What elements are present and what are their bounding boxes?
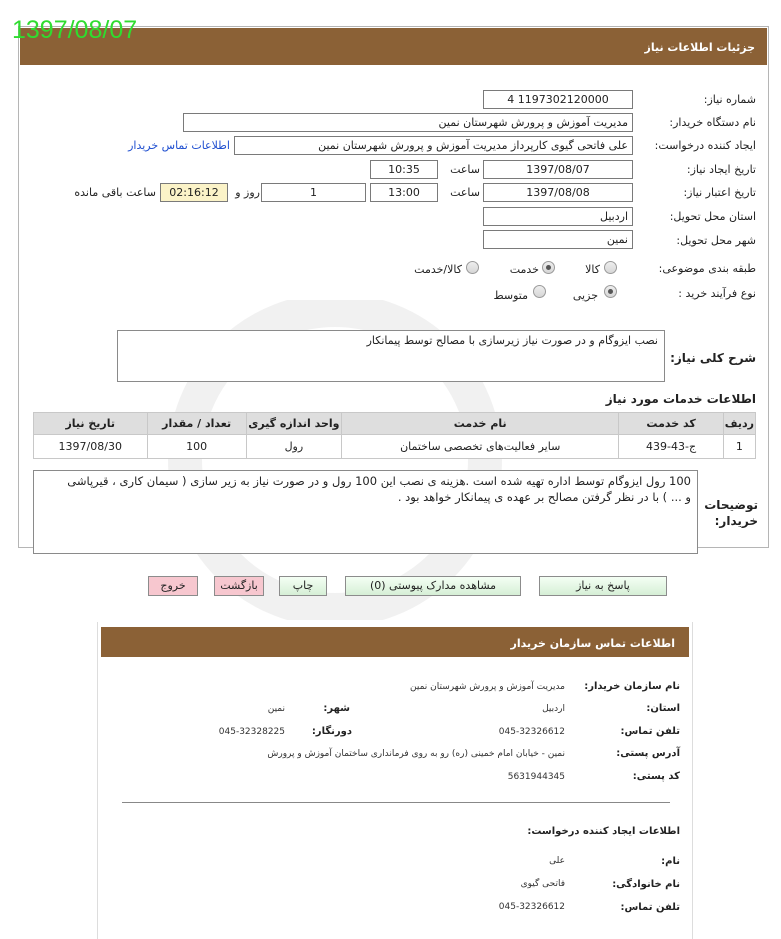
contact-card-title: اطلاعات تماس سازمان خریدار — [101, 627, 689, 657]
category-label: طبقه بندی موضوعی: — [658, 262, 756, 275]
buyer-org-label: نام دستگاه خریدار: — [669, 116, 756, 129]
province-label: استان محل تحویل: — [669, 210, 756, 223]
buyer-notes-label — [700, 497, 758, 529]
col-unit: واحد اندازه گیری — [246, 413, 341, 435]
city-label: شهر محل تحویل: — [676, 234, 756, 247]
creator-family-label: نام خانوادگی: — [612, 879, 680, 890]
col-qty: تعداد / مقدار — [147, 413, 246, 435]
creator-name-label: نام: — [661, 856, 680, 867]
category-radio-goods[interactable] — [604, 261, 617, 274]
creator-field: علی فاتحی گیوی کارپرداز مدیریت آموزش و پرورش شهرستان نمین — [234, 136, 633, 155]
contact-fax-label: دورنگار: — [311, 726, 352, 737]
contact-province-value: اردبیل — [542, 704, 565, 714]
creator-phone-value: 045-32326612 — [498, 902, 565, 912]
contact-fax-value: 045-32328225 — [218, 727, 285, 737]
valid-time-field: 13:00 — [370, 183, 438, 202]
contact-phone-label: تلفن تماس: — [620, 726, 680, 737]
services-table — [33, 412, 756, 459]
description-label: شرح کلی نیاز: — [670, 351, 756, 365]
category-radio-goods-service[interactable] — [466, 261, 479, 274]
process-radio-minor[interactable] — [604, 285, 617, 298]
created-date-label: تاریخ ایجاد نیاز: — [686, 163, 756, 176]
contact-divider — [122, 802, 670, 803]
date-stamp: 1397/08/07 — [12, 16, 138, 44]
buyer-notes-label-line2: خریدار: — [714, 514, 758, 528]
category-option-service: خدمت — [509, 263, 539, 276]
contact-city-label: شهر: — [323, 703, 350, 714]
category-option-goods: کالا — [585, 263, 600, 276]
description-box — [117, 330, 665, 382]
need-number-label: شماره نیاز: — [703, 93, 756, 106]
created-time-label: ساعت — [450, 163, 480, 176]
remaining-time-field: 02:16:12 — [160, 183, 228, 202]
creator-family-value: فاتحی گیوی — [520, 879, 565, 889]
city-field: نمین — [483, 230, 633, 249]
page-header: جزئیات اطلاعات نیاز — [20, 28, 767, 65]
contact-phone-value: 045-32326612 — [498, 727, 565, 737]
contact-address-value: نمین - خیابان امام خمینی (ره) رو به روی فرمانداری ساختمان آموزش و پرورش — [267, 749, 565, 759]
col-code: کد خدمت — [619, 413, 723, 435]
table-row — [34, 435, 756, 459]
col-row: ردیف — [723, 413, 755, 435]
process-option-minor: جزیی — [572, 289, 598, 302]
col-name: نام خدمت — [342, 413, 619, 435]
exit-button[interactable]: خروج — [148, 576, 198, 596]
attachments-button[interactable]: مشاهده مدارک پیوستی (0) — [345, 576, 521, 596]
days-field: 1 — [261, 183, 366, 202]
buyer-notes-box — [33, 470, 698, 554]
print-button[interactable]: چاپ — [279, 576, 327, 596]
creator-section-title: اطلاعات ایجاد کننده درخواست: — [527, 826, 680, 837]
cell-date: 1397/08/30 — [34, 435, 148, 459]
cell-qty: 100 — [147, 435, 246, 459]
contact-province-label: استان: — [646, 703, 680, 714]
description-text: نصب ایزوگام و در صورت نیاز زیرسازی با مصالح توسط پیمانکار — [366, 334, 658, 347]
process-label: نوع فرآیند خرید : — [678, 287, 756, 300]
valid-time-label: ساعت — [450, 186, 480, 199]
remaining-label: ساعت باقی مانده — [74, 186, 156, 199]
created-time-field: 10:35 — [370, 160, 438, 179]
valid-date-label: تاریخ اعتبار نیاز: — [683, 186, 756, 199]
contact-org-label: نام سازمان خریدار: — [584, 681, 680, 692]
creator-label: ایجاد کننده درخواست: — [654, 139, 756, 152]
buyer-notes-label-line1: توضیحات — [704, 498, 758, 512]
cell-code: ج-43-439 — [619, 435, 723, 459]
category-option-goods-service: کالا/خدمت — [414, 263, 462, 276]
days-label: روز و — [235, 186, 260, 199]
cell-name: سایر فعالیت‌های تخصصی ساختمان — [342, 435, 619, 459]
creator-phone-label: تلفن تماس: — [620, 902, 680, 913]
process-option-medium: متوسط — [493, 289, 528, 302]
cell-row: 1 — [723, 435, 755, 459]
buyer-org-field: مدیریت آموزش و پرورش شهرستان نمین — [183, 113, 633, 132]
created-date-field: 1397/08/07 — [483, 160, 633, 179]
province-field: اردبیل — [483, 207, 633, 226]
category-radio-service[interactable] — [542, 261, 555, 274]
services-title: اطلاعات خدمات مورد نیاز — [605, 392, 756, 406]
buyer-contact-link[interactable]: اطلاعات تماس خریدار — [128, 139, 230, 152]
process-radio-medium[interactable] — [533, 285, 546, 298]
col-date: تاریخ نیاز — [34, 413, 148, 435]
contact-postal-value: 5631944345 — [507, 772, 565, 782]
contact-postal-label: کد پستی: — [632, 771, 680, 782]
buyer-notes-line1: 100 رول ایزوگام توسط اداره تهیه شده است .هزینه ی نصب این 100 رول و در صورت نیاز به زیر سازی ( سیمان کاری ، قیرپاشی — [67, 474, 691, 488]
services-header-row — [34, 413, 756, 435]
buyer-notes-line2: و ... ) با در نظر گرفتن مصالح بر عهده ی پیمانکار خواهد بود . — [397, 490, 691, 504]
need-number-field: 1197302120000 4 — [483, 90, 633, 109]
valid-date-field: 1397/08/08 — [483, 183, 633, 202]
back-button[interactable]: بازگشت — [214, 576, 264, 596]
contact-org-value: مدیریت آموزش و پرورش شهرستان نمین — [410, 682, 565, 692]
creator-name-value: علی — [549, 856, 565, 866]
reply-button[interactable]: پاسخ به نیاز — [539, 576, 667, 596]
contact-city-value: نمین — [267, 704, 285, 714]
contact-address-label: آدرس پستی: — [616, 748, 680, 759]
cell-unit: رول — [246, 435, 341, 459]
